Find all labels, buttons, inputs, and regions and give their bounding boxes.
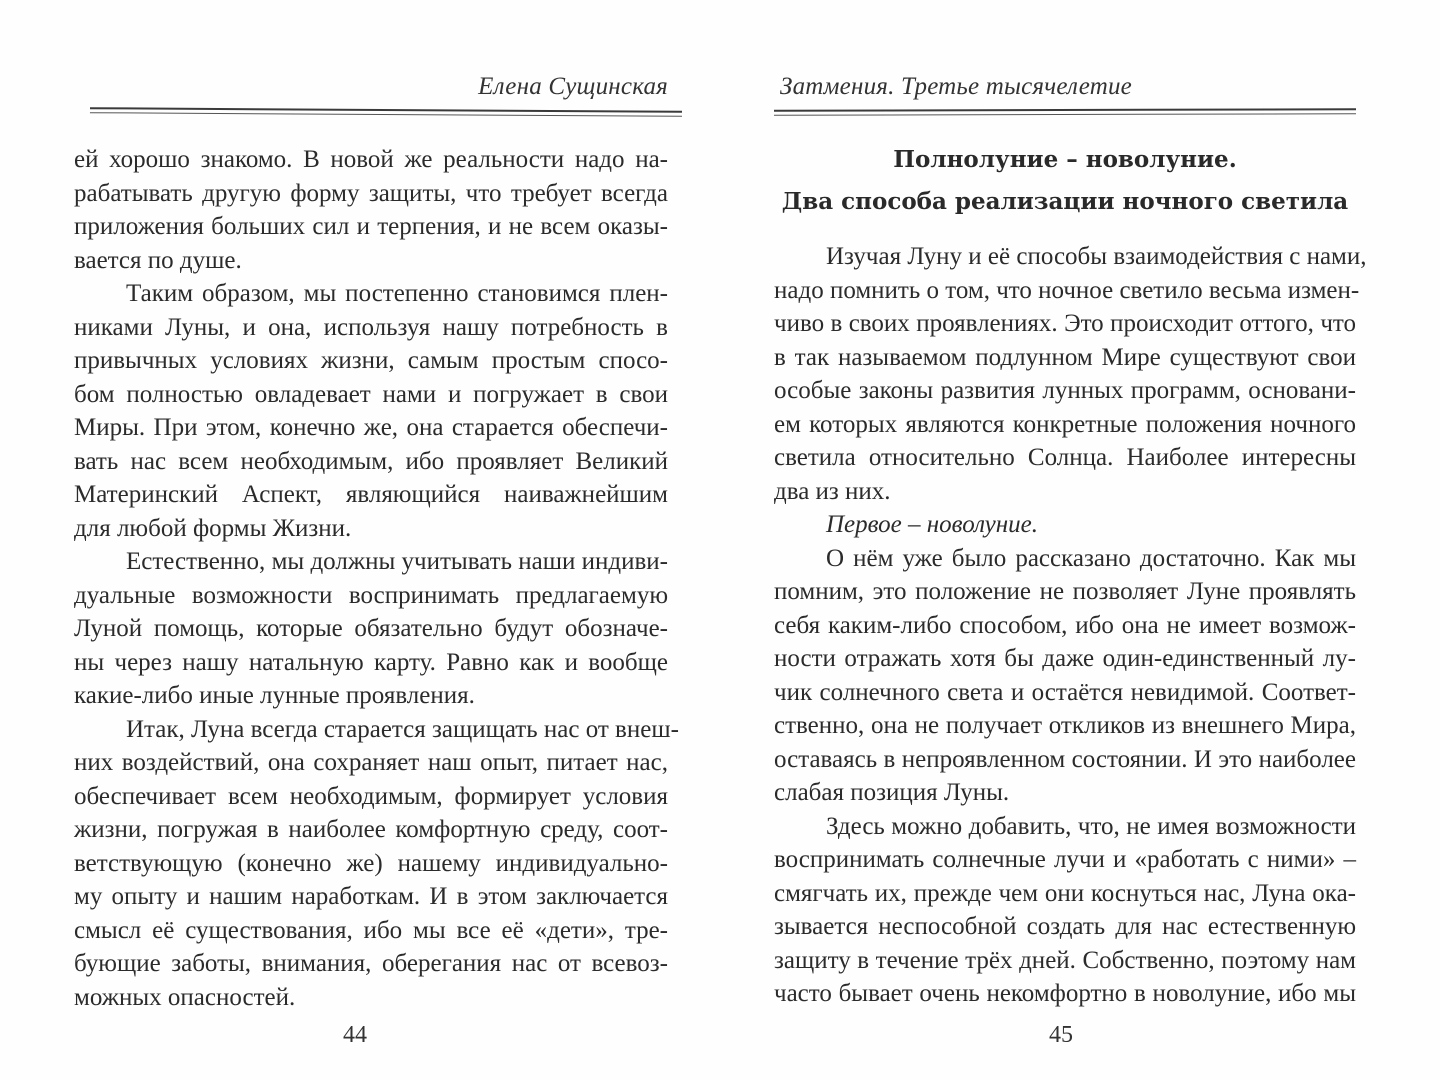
text-line: себя каким-либо способом, ибо она не имеет возмож- xyxy=(774,611,1356,639)
text-line: защиту в течение трёх дней. Собственно, поэтому нам xyxy=(774,946,1356,974)
header-rule-thin xyxy=(90,112,682,117)
chapter-title-line-2: Два способа реализации ночного светила xyxy=(781,188,1349,215)
running-head-author: Елена Сущинская xyxy=(478,73,668,100)
text-line: му опыту и нашим наработкам. И в этом заключается xyxy=(74,883,668,910)
text-line: ей хорошо знакомо. В новой же реальности надо на- xyxy=(74,146,668,173)
text-line: приложения больших сил и терпения, и не всем оказы- xyxy=(74,213,668,240)
text-line: можных опасностей. xyxy=(74,983,296,1011)
text-line: смягчать их, прежде чем они коснуться нас, Луна ока- xyxy=(774,879,1356,907)
section-subheading: Первое – новолуние. xyxy=(826,511,1038,538)
chapter-title-line-1: Полнолуние – новолуние. xyxy=(893,146,1237,173)
text-line: ем которых являются конкретные положения ночного xyxy=(774,410,1356,438)
text-line: часто бывает очень некомфортно в новолуние, ибо мы xyxy=(774,980,1356,1007)
text-line: ветствующую (конечно же) нашему индивидуально- xyxy=(74,849,668,877)
text-line: никами Луны, и она, используя нашу потребность в xyxy=(74,313,668,341)
text-line: них воздействий, она сохраняет наш опыт, питает нас, xyxy=(74,749,668,776)
text-line: чик солнечного света и остаётся невидимой. Соответ- xyxy=(774,678,1356,706)
text-line: Изучая Луну и её способы взаимодействия с нами, xyxy=(826,243,1367,270)
text-line: смысл её существования, ибо мы все её «дети», тре- xyxy=(74,916,668,944)
text-line: слабая позиция Луны. xyxy=(774,779,1010,806)
text-line: дуальные возможности воспринимать предлагаемую xyxy=(74,581,668,609)
text-line: обеспечивает всем необходимым, формирует условия xyxy=(74,782,668,810)
text-line: бом полностью овладевает нами и погружает в свои xyxy=(74,380,668,408)
text-line: помним, это положение не позволяет Луне проявлять xyxy=(774,578,1356,605)
text-line: вается по душе. xyxy=(74,246,242,274)
left-page xyxy=(74,0,679,1080)
header-rule-thick xyxy=(774,108,1356,112)
header-rule xyxy=(90,107,682,111)
text-line: ности отражать хотя бы даже один-единственный лу- xyxy=(774,645,1356,672)
text-line: зывается неспособной создать для нас естественную xyxy=(774,913,1356,940)
text-line: Таким образом, мы постепенно становимся плен- xyxy=(126,280,668,307)
text-line: чиво в своих проявлениях. Это происходит оттого, что xyxy=(774,310,1356,337)
text-line: Естественно, мы должны учитывать наши индиви- xyxy=(126,548,668,575)
text-line: Материнский Аспект, являющийся наиважнейшим xyxy=(74,481,668,508)
text-line: особые законы развития лунных программ, основани- xyxy=(774,377,1356,404)
text-line: светила относительно Солнца. Наиболее интересны xyxy=(774,444,1356,471)
text-line: Миры. При этом, конечно же, она старается обеспечи- xyxy=(74,414,668,441)
text-line: рабатывать другую форму защиты, что требует всегда xyxy=(74,179,668,207)
chapter-title xyxy=(774,139,1356,223)
left-page-body-text xyxy=(74,143,679,1014)
text-line: бующие заботы, внимания, оберегания нас от всевоз- xyxy=(74,950,668,977)
text-line: жизни, погружая в наиболее комфортную среду, соот- xyxy=(74,816,668,843)
text-line: Луной помощь, которые обязательно будут обозначе- xyxy=(74,615,668,642)
text-line: надо помнить о том, что ночное светило весьма измен- xyxy=(774,276,1360,304)
text-line: вать нас всем необходимым, ибо проявляет Великий xyxy=(74,447,668,475)
text-line: какие-либо иные лунные проявления. xyxy=(74,682,475,709)
text-line: для любой формы Жизни. xyxy=(74,514,352,542)
text-line: О нём уже было рассказано достаточно. Как мы xyxy=(826,544,1356,572)
header-rule-thin xyxy=(774,113,1356,116)
text-line: ственно, она не получает откликов из внешнего Мира, xyxy=(774,712,1356,739)
right-page-body-text xyxy=(774,240,1367,1011)
running-head-book-title: Затмения. Третье тысячелетие xyxy=(780,73,1132,100)
text-line: Здесь можно добавить, что, не имея возможности xyxy=(826,812,1356,840)
text-line: оставаясь в непроявленном состоянии. И это наиболее xyxy=(774,745,1356,773)
page-number: 45 xyxy=(1049,1022,1073,1048)
text-line: воспринимать солнечные лучи и «работать с ними» – xyxy=(774,846,1356,873)
text-line: привычных условиях жизни, самым простым спосо- xyxy=(74,347,668,374)
text-line: ны через нашу натальную карту. Равно как и вообще xyxy=(74,648,668,676)
text-line: в так называемом подлунном Мире существуют свои xyxy=(774,343,1356,371)
right-page xyxy=(774,0,1367,1080)
text-line: два из них. xyxy=(774,477,891,505)
page-number: 44 xyxy=(343,1022,367,1048)
text-line: Итак, Луна всегда старается защищать нас от внеш- xyxy=(126,715,679,743)
header-rule xyxy=(774,108,1356,110)
